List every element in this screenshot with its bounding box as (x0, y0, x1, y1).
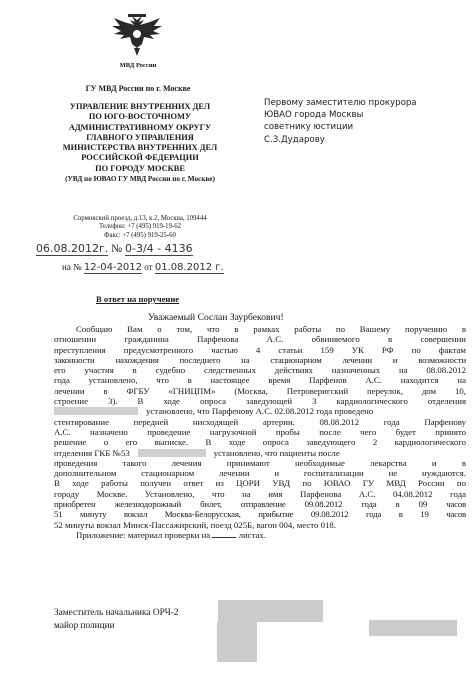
body-line: строение 3). В ходе опроса заведующей 3 кардиологического отделения (54, 396, 466, 407)
body-line: лечении в ФГБУ «ГНИЦПМ» (Москва, Петроверигский переулок, дом 10, (54, 385, 466, 396)
body-line: стентирование передней нисходящей артерии. 08.08.2012 года Парфенову (54, 416, 466, 427)
body-line: его участия в судебно следственных действиях назначенных на 08.08.2012 (54, 365, 466, 376)
department-line: АДМИНИСТРАТИВНОМУ ОКРУГУ (68, 122, 212, 132)
reply-label: В ответ на поручение (96, 294, 180, 304)
gu-title: ГУ МВД России по г. Москве (85, 84, 191, 93)
body-line: дополнительном стационарном лечении и госпитализации не нуждаются. (54, 468, 466, 479)
mvd-eagle-emblem-icon (110, 14, 164, 58)
body-line: В ходе работы получен ответ из ЦОРИ УВД по ЮВАО ГУ МВД России по (54, 478, 466, 489)
reference-from: от (144, 262, 153, 272)
body-line (54, 448, 466, 458)
redaction-block (218, 600, 323, 622)
recipient-line: С.З.Дударову (264, 134, 325, 145)
body-line: года установлено, что в настоящее время Парфенов А.С. находится на (54, 375, 466, 386)
letter-body (54, 324, 466, 540)
department-line: ГЛАВНОГО УПРАВЛЕНИЯ (86, 132, 194, 142)
registration-no-label: № (111, 243, 123, 255)
body-line: 52 минуты вокзал Минск-Пассажирский, поезд 025Б, вагон 004, место 018. (54, 519, 337, 530)
body-line: отношении гражданина Парфенова А.С. обвиняемого в совершении (54, 334, 466, 345)
body-line: решение о его выписке. В ходе опроса заведующего 2 кардиологического (54, 437, 466, 448)
body-line: проведения такого лечения принимают необходимые лекарства и в (54, 457, 466, 468)
body-line-text: отделения ГКБ №53 (54, 447, 130, 458)
redaction-block (54, 407, 138, 415)
reference-prefix: на № (62, 262, 82, 272)
signature-rank: майор полиции (54, 621, 115, 631)
ministry-title: МВД России (119, 62, 157, 69)
body-line: преступления предусмотренного частью 4 статьи 159 УК РФ по фактам (54, 344, 466, 355)
department-line: ПО ГОРОДУ МОСКВЕ (95, 163, 185, 173)
attachment-line (54, 530, 466, 540)
recipient-line: ЮВАО города Москвы (264, 110, 364, 121)
body-line: городу Москве. Установлено, что на имя Парфенова А.С. 04.08.2012 года (54, 488, 466, 499)
department-line: МИНИСТЕРСТВА ВНУТРЕННИХ ДЕЛ (62, 143, 218, 153)
signature-title: Заместитель начальника ОРЧ-2 (54, 608, 179, 618)
redaction-block (369, 620, 457, 636)
department-line: РОССИЙСКОЙ ФЕДЕРАЦИИ (81, 153, 199, 163)
body-line-text: установлено, что Парфенову А.С. 02.08.2012 года проведено (146, 406, 374, 417)
department-line: ПО ЮГО-ВОСТОЧНОМУ (88, 112, 192, 122)
recipient-block (264, 97, 417, 146)
registration-date: 06.08.2012г. (36, 242, 109, 255)
reference-line (62, 262, 224, 274)
attachment-prefix: Приложение: материал проверки на (76, 529, 211, 540)
registration-number: 0-3/4 - 4136 (125, 242, 193, 255)
body-line: 51 минуту вокзал Москва-Белорусская, прибытие 09.08.2012 года в 19 часов (54, 509, 466, 520)
body-line: приобретен железнодорожный билет, отправление 09.08.2012 года в 09 часов (54, 499, 466, 510)
attachment-suffix: листах. (238, 529, 267, 540)
attachment-blank (212, 537, 236, 538)
address-line: Сормовский проезд, д.13, к.2, Москва, 109444 (73, 215, 207, 222)
body-line (54, 406, 466, 416)
department-line: УПРАВЛЕНИЕ ВНУТРЕННИХ ДЕЛ (69, 102, 211, 111)
recipient-line: Первому заместителю прокурора (264, 98, 417, 108)
redaction-block (138, 449, 206, 457)
reference-number: 12-04-2012 (83, 262, 143, 273)
department-block (42, 102, 238, 184)
body-line: Сообщаю Вам о том, что в рамках работы по Вашему поручению в (76, 324, 466, 334)
address-block (42, 215, 238, 240)
recipient-line: советнику юстиции (264, 122, 354, 133)
greeting: Уважаемый Сослан Заурбекович! (148, 312, 284, 323)
body-line-text: установлено, что пациенты после (213, 447, 340, 458)
body-line: А.С. назначено проведение нагрузочной пробы после чего будет принято (54, 426, 466, 437)
reference-date: 01.08.2012 г. (154, 262, 224, 273)
body-line: законности нахождения последнего на стационарном лечении и возможности (54, 354, 466, 365)
phone-line: Телефон: +7 (495) 919-19-62 (98, 223, 182, 231)
fax-line: Факс: +7 (495) 919-25-60 (104, 231, 176, 239)
redaction-block (217, 622, 257, 662)
registration-line (36, 242, 193, 256)
department-line: (УВД по ЮВАО ГУ МВД России по г. Москве) (65, 175, 215, 184)
